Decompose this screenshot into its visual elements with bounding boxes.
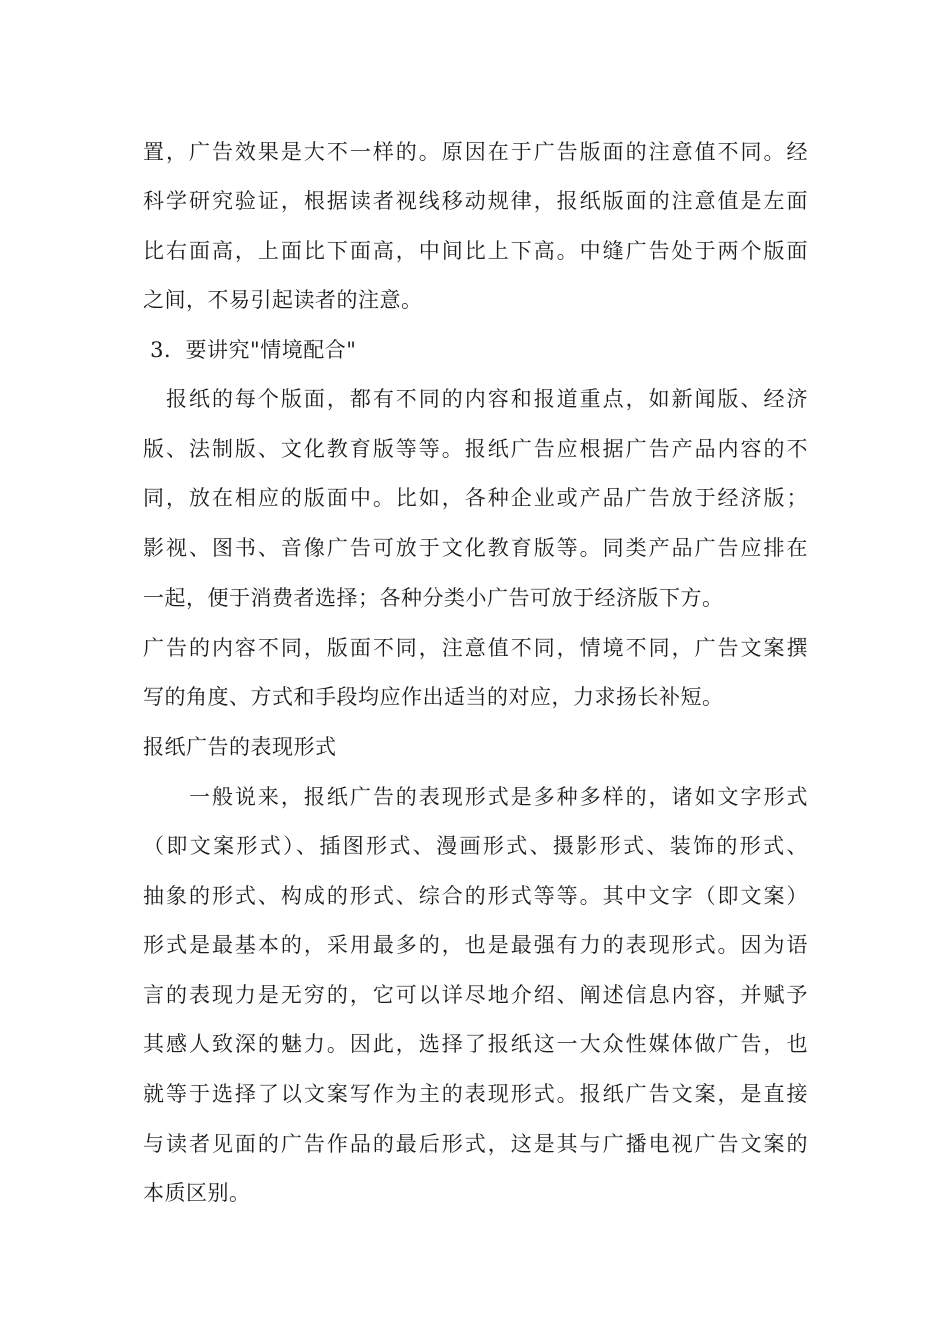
section-heading: 3．要讲究"情境配合": [143, 338, 357, 362]
paragraph-line: 之间，不易引起读者的注意。: [143, 288, 423, 312]
paragraph-line: 置，广告效果是大不一样的。原因在于广告版面的注意值不同。经: [143, 140, 808, 164]
paragraph-line: 科学研究验证，根据读者视线移动规律，报纸版面的注意值是左面: [143, 189, 808, 213]
paragraph-line: 就等于选择了以文案写作为主的表现形式。报纸广告文案，是直接: [143, 1082, 808, 1106]
paragraph-line: 抽象的形式、构成的形式、综合的形式等等。其中文字（即文案）: [143, 884, 808, 908]
paragraph-line: 其感人致深的魅力。因此，选择了报纸这一大众性媒体做广告，也: [143, 1032, 808, 1056]
paragraph-line: 言的表现力是无穷的，它可以详尽地介绍、阐述信息内容，并赋予: [143, 983, 808, 1007]
paragraph-line: 影视、图书、音像广告可放于文化教育版等。同类产品广告应排在: [143, 536, 808, 560]
paragraph-line: 本质区别。: [143, 1181, 251, 1205]
paragraph-line: 形式是最基本的，采用最多的，也是最强有力的表现形式。因为语: [143, 933, 808, 957]
paragraph-line: 同，放在相应的版面中。比如，各种企业或产品广告放于经济版；: [143, 486, 808, 510]
paragraph-line: 一起，便于消费者选择；各种分类小广告可放于经济版下方。: [143, 586, 724, 610]
paragraph-line: 报纸的每个版面，都有不同的内容和报道重点，如新闻版、经济: [143, 387, 808, 411]
paragraph-line: 一般说来，报纸广告的表现形式是多种多样的，诸如文字形式: [143, 785, 808, 809]
paragraph-line: 广告的内容不同，版面不同，注意值不同，情境不同，广告文案撰: [143, 636, 808, 660]
paragraph-line: 版、法制版、文化教育版等等。报纸广告应根据广告产品内容的不: [143, 437, 808, 461]
paragraph-line: （即文案形式）、插图形式、漫画形式、摄影形式、装饰的形式、: [143, 834, 808, 858]
section-heading: 报纸广告的表现形式: [143, 735, 337, 759]
paragraph-line: 写的角度、方式和手段均应作出适当的对应，力求扬长补短。: [143, 685, 724, 709]
paragraph-line: 比右面高，上面比下面高，中间比上下高。中缝广告处于两个版面: [143, 239, 808, 263]
paragraph-line: 与读者见面的广告作品的最后形式，这是其与广播电视广告文案的: [143, 1132, 808, 1156]
